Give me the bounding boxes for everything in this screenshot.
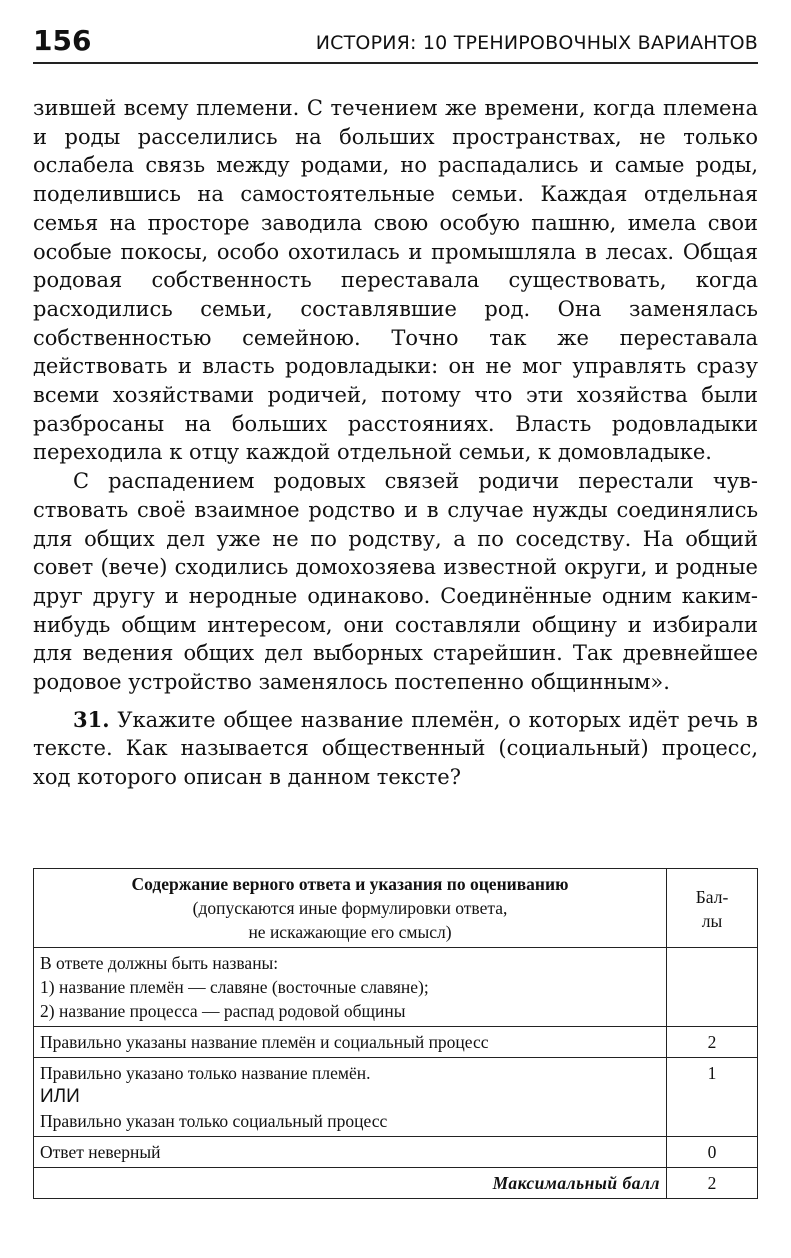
question-number: 31. [73, 706, 110, 732]
criterion-cell [34, 1058, 667, 1137]
header-sub-2: не искажающие его смысл) [248, 922, 452, 942]
question-31 [33, 706, 758, 792]
passage-paragraph-2: С распадением родовых связей родичи перестали чувствовать своё взаимное родство и в случае нужды соединялись для общих дел уже не по родству, а по соседству. На общий совет (вече) сходились домохозяева известной округи, и родные друг другу и неродные одинаково. Соединённые одним каким-нибудь общим интересом, они составляли общину и избирали для ведения общих дел выборных старейшин. Так древнейшее родовое устройство заменялось постепенно общинным». [33, 469, 758, 695]
criterion-line-1: Правильно указано только название племён. [40, 1063, 371, 1083]
points-cell: 0 [667, 1137, 758, 1168]
table-header-row [34, 869, 758, 948]
passage-paragraph-1: зившей всему племени. С течением же времени, когда племена и роды расселились на больших пространствах, не только ослабела связь между родами, но распадались и самые роды, поделившись на самостоятельные семьи. Каждая отдельная семья на просторе заводила свою особую пашню, имела свои особые покосы, особо охотилась и промышляла в лесах. Общая родовая собственность переставала существовать, когда расходились семьи, составлявшие род. Она заменялась собственностью семейною. Точно так же переставала действовать и власть родовладыки: он не мог управлять сразу всеми хозяйствами родичей, потому что эти хозяйства были разбросаны на больших расстояниях. Власть родовладыки переходила к отцу каждой отдельной семьи, к домовладыке. [33, 96, 758, 465]
answer-cell [34, 948, 667, 1027]
page-number: 156 [33, 24, 92, 57]
points-cell: 2 [667, 1027, 758, 1058]
max-score-label: Максимальный балл [34, 1168, 667, 1199]
question-text: Укажите общее название племён, о которых идёт речь в тексте. Как называется общественный (социальный) процесс, ход которого описан в данном тексте? [33, 707, 758, 790]
max-score-points: 2 [667, 1168, 758, 1199]
grading-table [33, 868, 758, 1199]
table-row [34, 1027, 758, 1058]
max-score-row [34, 1168, 758, 1199]
running-title: ИСТОРИЯ: 10 ТРЕНИРОВОЧНЫХ ВАРИАНТОВ [315, 32, 758, 54]
header-main: Содержание верного ответа и указания по оцениванию [131, 874, 569, 894]
header-points-cell [667, 869, 758, 948]
points-cell: 1 [667, 1058, 758, 1137]
answer-item-2: 2) название процесса — распад родовой общины [40, 1001, 406, 1021]
criterion-or: ИЛИ [40, 1086, 80, 1107]
answer-intro: В ответе должны быть названы: [40, 953, 279, 973]
table-row [34, 1058, 758, 1137]
criterion-cell: Правильно указаны название племён и социальный процесс [34, 1027, 667, 1058]
header-sub-1: (допускаются иные формулировки ответа, [192, 898, 508, 918]
page-header [33, 22, 758, 64]
passage-text [33, 94, 758, 792]
header-content-cell [34, 869, 667, 948]
criterion-cell: Ответ неверный [34, 1137, 667, 1168]
criterion-line-2: Правильно указан только социальный процесс [40, 1111, 388, 1131]
table-row [34, 948, 758, 1027]
answer-item-1: 1) название племён — славяне (восточные славяне); [40, 977, 429, 997]
header-points: Баллы [695, 887, 729, 931]
table-row [34, 1137, 758, 1168]
answer-points-cell [667, 948, 758, 1027]
